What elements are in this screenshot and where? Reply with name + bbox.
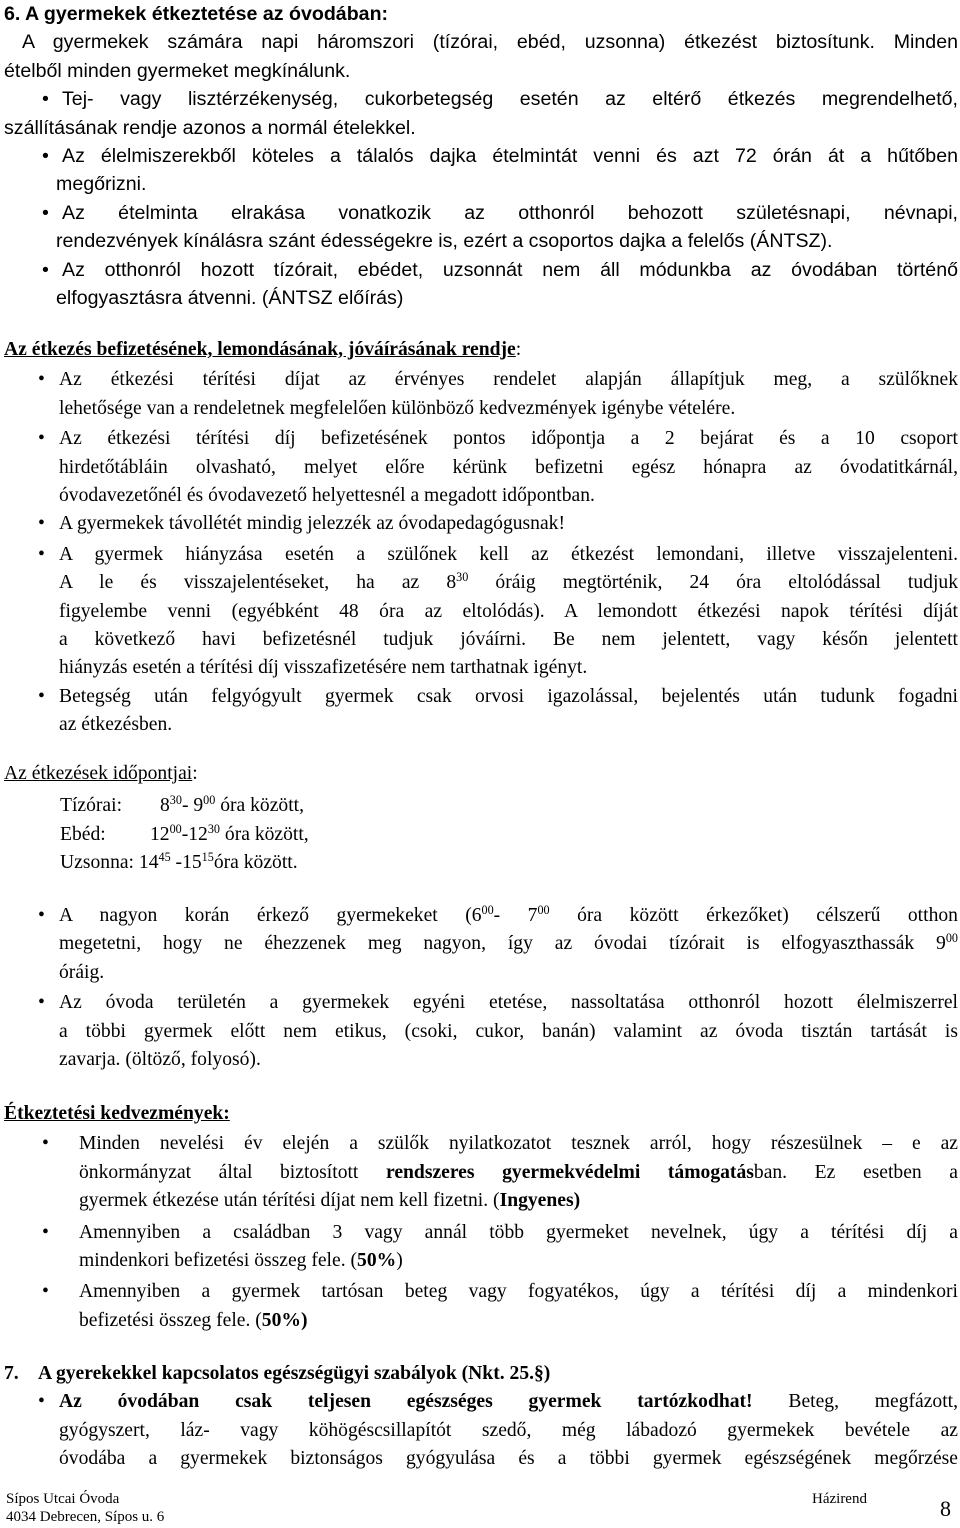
list-item: • Az óvoda területén a gyermekek egyéni etetése, nassoltatása otthonról hozott élelmiszerrel a többi gyermek előtt nem etikus, (csoki, cukor, banán) valamint az óvoda tisztán tartását is zavarja. (öltöző, folyosó). — [4, 989, 958, 1074]
bullet-icon: • — [38, 428, 45, 450]
bullet-icon: • — [42, 1221, 49, 1243]
footer-org — [6, 1490, 164, 1526]
bullet-icon: • — [42, 88, 49, 111]
meal-time-row: Ebéd: $12^{00}-12^{30}$ óra között, — [60, 821, 309, 845]
list-item: • Az étkezési térítési díj befizetésének pontos időpontja a 2 bejárat és a 10 csoport hirdetőtábláin olvasható, melyet előre kérünk befizetni egész hónapra az óvodatitkárnál, óvodavezetőnél és óvodavezető helyettesnél a megadott időpontban. — [4, 425, 958, 510]
bullet-icon: • — [38, 905, 45, 926]
list-item: • A nagyon korán érkező gyermekeket ($6^{00}-$ $7^{00}$ óra között érkezőket) célszerű otthon megetetni, hogy ne éhezzenek meg nagyon, így az óvodai tízórait is elfogyaszthassák $9^{00}$ óráig. — [38, 902, 958, 983]
meal-time-row: Tízórai: $8^{30}-$ $9^{00}$ óra között, — [60, 793, 305, 817]
meal-times-heading: Az étkezések időpontjai: — [4, 763, 198, 784]
early-arrival-section — [4, 902, 958, 1074]
payment-heading: Az étkezés befizetésének, lemondásának, jóváírásának rendje: — [4, 339, 522, 360]
bullet-icon: • — [42, 258, 49, 281]
meal-times-section — [4, 760, 958, 878]
section-6 — [4, 0, 958, 312]
list-item: • Tej- vagy lisztérzékenység, cukorbetegség esetén az eltérő étkezés megrendelhető, szállításának rendje azonos a normál ételekkel. — [4, 85, 958, 142]
bullet-icon: • — [42, 144, 49, 167]
list-item: • Amennyiben a családban 3 vagy annál több gyermeket nevelnek, úgy a térítési díj a mindenkori befizetési összeg fele. (50%) — [4, 1219, 958, 1276]
footer-org-name: Sípos Utcai Óvoda — [6, 1491, 120, 1507]
list-item: • A gyermek hiányzása esetén a szülőnek kell az étkezést lemondani, illetve visszajelenteni. A le és visszajelentéseket, ha az $8^{30}$ óráig megtörténik, 24 óra eltolódással tudjuk figyelembe venni (egyébként 48 óra az eltolódás). A lemondott étkezési napok térítési díját a következő havi befizetésnél tudjuk jóváírni. Be nem jelentett, vagy későn jelentett hiányzás esetén a térítési díj visszafizetésére nem tarthatnak igényt. — [4, 541, 958, 683]
bullet-icon: • — [38, 369, 45, 391]
bullet-icon: • — [42, 201, 49, 224]
section-7-title: 7. A gyerekekkel kapcsolatos egészségügyi szabályok (Nkt. 25.§) — [4, 1363, 551, 1384]
list-item: • Minden nevelési év elején a szülők nyilatkozatot tesznek arról, hogy részesülnek – e az önkormányzat által biztosított rendszeres gyermekvédelmi támogatásban. Ez esetben a gyermek étkezése után térítési díjat nem kell fizetni. (Ingyenes) — [4, 1130, 958, 1215]
list-item: • Betegség után felgyógyult gyermek csak orvosi igazolással, bejelentés után tudunk fogadni az étkezésben. — [4, 683, 958, 740]
list-item: • Az óvodában csak teljesen egészséges gyermek tartózkodhat! Beteg, megfázott, gyógyszert, láz- vagy köhögéscsillapítót szedő, még lábadozó gyermekek bevétele az óvodába a gyermekek biztonságos gyógyulása és a többi gyermek egészségének megőrzése — [4, 1388, 958, 1473]
section-7 — [4, 1360, 958, 1474]
section-6-title: 6. A gyermekek étkeztetése az óvodában: — [4, 3, 389, 25]
list-item: • Az élelmiszerekből köteles a tálalós dajka ételmintát venni és azt 72 órán át a hűtőben megőrizni. — [4, 142, 958, 199]
meal-time-row: Uzsonna: $14^{45}$ $-15^{15}óra$ között. — [60, 849, 298, 874]
payment-section — [4, 336, 958, 739]
section-6-intro-line2: ételből minden gyermeket megkínálunk. — [4, 59, 351, 82]
page-number: 8 — [940, 1496, 951, 1521]
bullet-icon: • — [42, 1133, 49, 1155]
footer-doc-title: Házirend — [812, 1491, 867, 1507]
list-item: • Az étkezési térítési díjat az érvényes rendelet alapján állapítjuk meg, a szülőknek lehetősége van a rendeletnek megfelelően különböző kedvezmények igénybe vételére. — [4, 366, 958, 423]
bullet-icon: • — [38, 685, 45, 707]
discounts-section — [4, 1100, 958, 1335]
bullet-icon: • — [38, 992, 45, 1014]
bullet-icon: • — [38, 1391, 45, 1413]
bullet-icon: • — [38, 513, 45, 535]
list-item: • Amennyiben a gyermek tartósan beteg vagy fogyatékos, úgy a térítési díj a mindenkori befizetési összeg fele. (50%) — [4, 1278, 958, 1335]
bullet-icon: • — [42, 1281, 49, 1303]
list-item: • A gyermekek távollétét mindig jelezzék az óvodapedagógusnak! — [4, 510, 958, 538]
footer-address: 4034 Debrecen, Sípos u. 6 — [6, 1509, 165, 1525]
bullet-icon: • — [38, 543, 45, 565]
discounts-heading: Étkeztetési kedvezmények: — [4, 1103, 230, 1124]
list-item: • Az ételminta elrakása vonatkozik az otthonról behozott születésnapi, névnapi, rendezvények kínálásra szánt édességekre is, ezért a csoportos dajka a felelős (ÁNTSZ). — [4, 199, 958, 256]
list-item: • Az otthonról hozott tízórait, ebédet, uzsonnát nem áll módunkba az óvodában történő elfogyasztásra átvenni. (ÁNTSZ előírás) — [4, 256, 958, 313]
section-6-intro-line1: A gyermekek számára napi háromszori (tízórai, ebéd, uzsonna) étkezést biztosítunk. Minden — [22, 31, 958, 54]
